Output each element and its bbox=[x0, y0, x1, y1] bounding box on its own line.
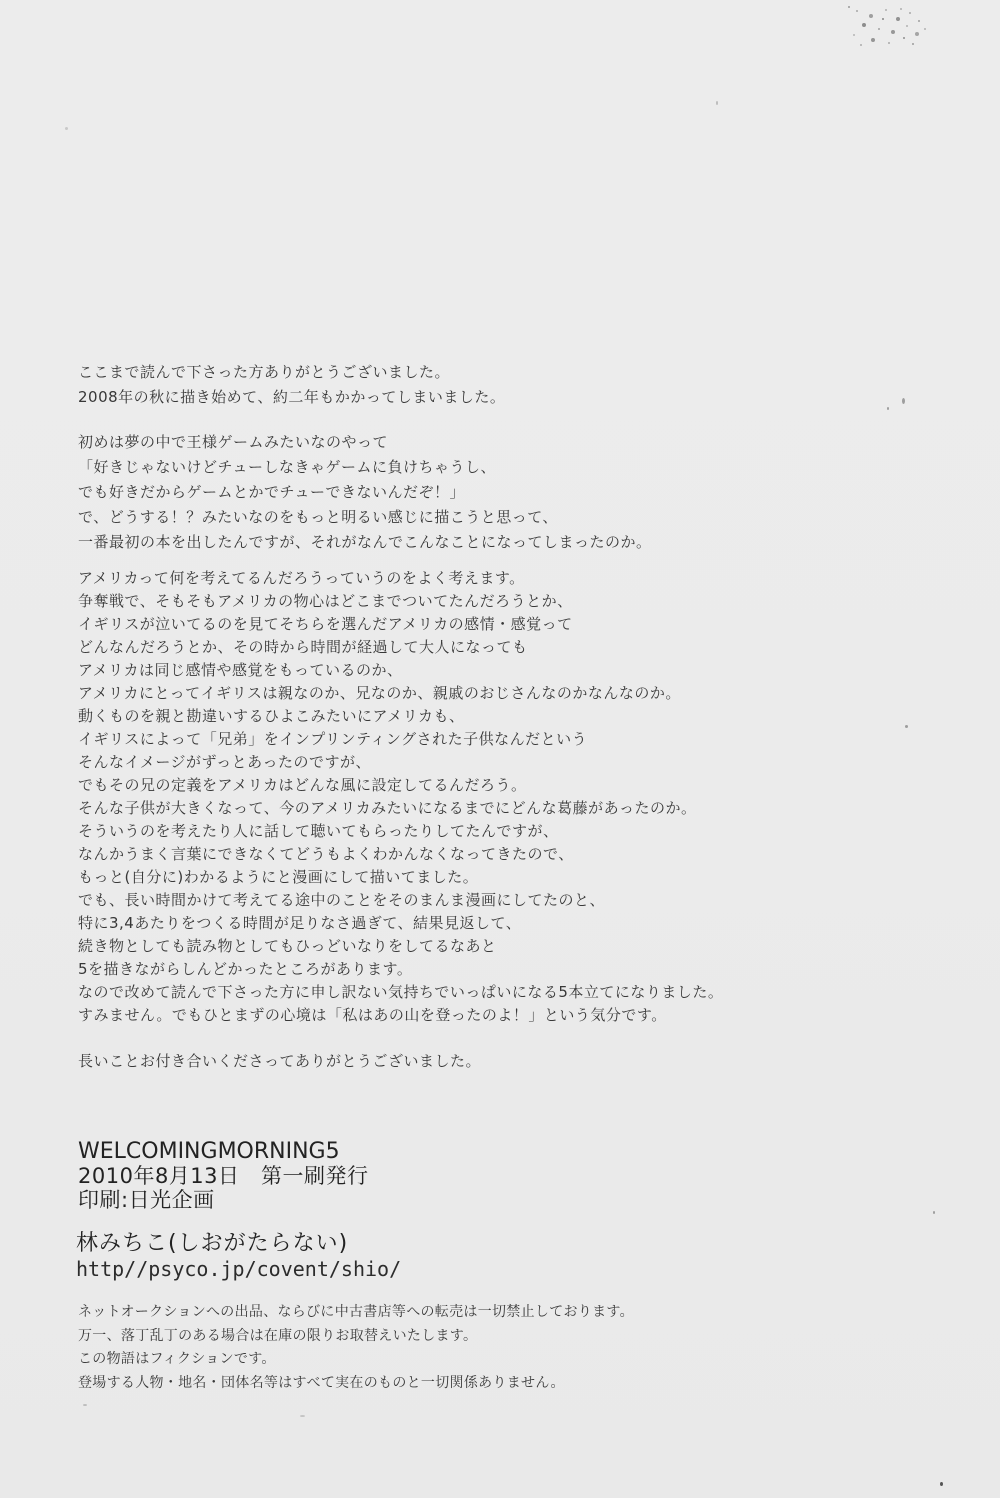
scan-speck bbox=[905, 725, 908, 728]
scan-speck bbox=[83, 1404, 87, 1406]
text-line: 一番最初の本を出したんですが、それがなんでこんなことになってしまったのか。 bbox=[78, 533, 652, 551]
text-line: 初めは夢の中で王様ゲームみたいなのやって bbox=[78, 433, 389, 451]
text-line: そんな子供が大きくなって、今のアメリカみたいになるまでにどんな葛藤があったのか。 bbox=[78, 799, 697, 817]
scan-speck bbox=[940, 1482, 943, 1486]
text-line: どんなんだろうとか、その時から時間が経過して大人になっても bbox=[78, 638, 528, 656]
scan-speck bbox=[300, 1415, 305, 1417]
text-line: でも、長い時間かけて考えてる途中のことをそのまんま漫画にしてたのと、 bbox=[78, 891, 606, 909]
scan-noise-cluster bbox=[848, 6, 850, 8]
afterword-paragraph-thanks bbox=[78, 360, 505, 410]
text-line: なんかうまく言葉にできなくてどうもよくわかんなくなってきたので、 bbox=[78, 845, 574, 863]
scan-speck bbox=[65, 127, 68, 130]
afterword-closing-line: 長いことお付き合いくださってありがとうございました。 bbox=[78, 1052, 482, 1070]
text-line: アメリカは同じ感情や感覚をもっているのか、 bbox=[78, 661, 403, 679]
scan-speck bbox=[716, 101, 718, 105]
text-line: 万一、落丁乱丁のある場合は在庫の限りお取替えいたします。 bbox=[78, 1327, 478, 1344]
text-line: そんなイメージがずっとあったのですが、 bbox=[78, 753, 372, 771]
text-line: 登場する人物・地名・団体名等はすべて実在のものと一切関係ありません。 bbox=[78, 1374, 565, 1391]
text-line: 5を描きながらしんどかったところがあります。 bbox=[78, 960, 413, 978]
text-line: 2008年の秋に描き始めて、約二年もかかってしまいました。 bbox=[78, 388, 506, 406]
text-line: 「好きじゃないけどチューしなきゃゲームに負けちゃうし、 bbox=[78, 458, 497, 476]
text-line: もっと(自分に)わかるようにと漫画にして描いてました。 bbox=[78, 868, 479, 886]
afterword-paragraph-america bbox=[78, 567, 723, 1027]
text-line: でもその兄の定義をアメリカはどんな風に設定してるんだろう。 bbox=[78, 776, 527, 794]
text-line: なので改めて読んで下さった方に申し訳ない気持ちでいっぱいになる5本立てになりました。 bbox=[78, 983, 724, 1001]
text-line: 動くものを親と勘違いするひよこみたいにアメリカも、 bbox=[78, 707, 465, 725]
colophon-block bbox=[78, 1140, 369, 1212]
text-line: 続き物としても読み物としてもひっどいなりをしてるなあと bbox=[78, 937, 497, 955]
text-line: イギリスが泣いてるのを見てそちらを選んだアメリカの感情・感覚って bbox=[78, 615, 573, 633]
text-line: で、どうする！？みたいなのをもっと明るい感じに描こうと思って、 bbox=[78, 508, 558, 526]
text-line: アメリカって何を考えてるんだろうっていうのをよく考えます。 bbox=[78, 569, 525, 587]
scan-speck bbox=[902, 398, 905, 404]
text-line: すみません。でもひとまずの心境は「私はあの山を登ったのよ！」という気分です。 bbox=[78, 1006, 667, 1024]
edition-date: 2010年8月13日 第一刷発行 bbox=[78, 1164, 369, 1188]
text-line: 争奪戦で、そもそもアメリカの物心はどこまでついてたんだろうとか、 bbox=[78, 592, 573, 610]
author-name: 林みちこ(しおがたらない) bbox=[76, 1231, 349, 1256]
author-block bbox=[76, 1231, 401, 1281]
text-line: そういうのを考えたり人に話して聴いてもらったりしてたんですが、 bbox=[78, 822, 559, 840]
author-website-url: http//psyco.jp/covent/shio/ bbox=[76, 1257, 402, 1281]
disclaimer-block bbox=[78, 1301, 634, 1395]
scan-speck bbox=[933, 1211, 935, 1214]
printer-credit: 印刷:日光企画 bbox=[78, 1188, 215, 1212]
afterword-paragraph-origin bbox=[78, 430, 652, 555]
text-line: 特に3,4あたりをつくる時間が足りなさ過ぎて、結果見返して、 bbox=[78, 914, 522, 932]
text-line: ここまで読んで下さった方ありがとうございました。 bbox=[78, 363, 451, 381]
text-line: ネットオークションへの出品、ならびに中古書店等への転売は一切禁止しております。 bbox=[78, 1304, 634, 1320]
text-line: イギリスによって「兄弟」をインプリンティングされた子供なんだという bbox=[78, 730, 588, 748]
text-line: アメリカにとってイギリスは親なのか、兄なのか、親戚のおじさんなのかなんなのか。 bbox=[78, 684, 681, 702]
book-title: WELCOMINGMORNING5 bbox=[78, 1139, 340, 1164]
text-line: でも好きだからゲームとかでチューできないんだぞ！」 bbox=[78, 483, 466, 501]
text-line: この物語はフィクションです。 bbox=[78, 1351, 276, 1367]
scan-speck bbox=[887, 407, 889, 410]
